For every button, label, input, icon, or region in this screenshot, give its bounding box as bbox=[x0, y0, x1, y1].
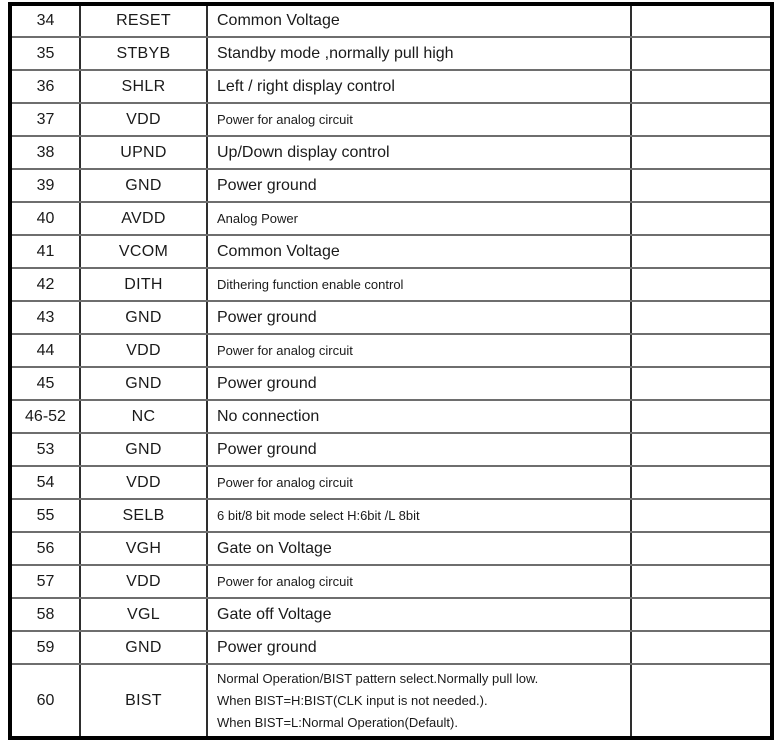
table-row bbox=[10, 268, 772, 301]
pin-number-cell: 54 bbox=[10, 466, 80, 499]
table-row bbox=[10, 37, 772, 70]
pin-description-cell bbox=[207, 433, 631, 466]
pin-description-cell bbox=[207, 565, 631, 598]
description-line: Power for analog circuit bbox=[217, 111, 353, 127]
pin-description-cell bbox=[207, 334, 631, 367]
remark-cell bbox=[631, 433, 772, 466]
pin-name-cell: AVDD bbox=[80, 202, 207, 235]
pin-name-cell: VCOM bbox=[80, 235, 207, 268]
remark-cell bbox=[631, 4, 772, 37]
description-line: Dithering function enable control bbox=[217, 276, 404, 292]
pin-name-cell: RESET bbox=[80, 4, 207, 37]
pin-number-cell: 36 bbox=[10, 70, 80, 103]
pin-name-cell: SELB bbox=[80, 499, 207, 532]
pin-description-cell bbox=[207, 70, 631, 103]
description-line: Power ground bbox=[217, 440, 317, 458]
pin-name-cell: VDD bbox=[80, 334, 207, 367]
description-line: Analog Power bbox=[217, 210, 298, 226]
pin-number-cell: 38 bbox=[10, 136, 80, 169]
description-line: No connection bbox=[217, 407, 320, 425]
pin-name-cell: GND bbox=[80, 631, 207, 664]
pin-name-cell: BIST bbox=[80, 664, 207, 738]
pin-description-cell bbox=[207, 202, 631, 235]
pin-description-cell bbox=[207, 301, 631, 334]
pin-number-cell: 37 bbox=[10, 103, 80, 136]
table-row bbox=[10, 532, 772, 565]
table-row bbox=[10, 598, 772, 631]
pin-description-cell bbox=[207, 598, 631, 631]
table-row bbox=[10, 235, 772, 268]
remark-cell bbox=[631, 334, 772, 367]
pin-number-cell: 35 bbox=[10, 37, 80, 70]
pin-description-cell bbox=[207, 631, 631, 664]
pin-number-cell: 55 bbox=[10, 499, 80, 532]
pin-number-cell: 60 bbox=[10, 664, 80, 738]
description-line: Power ground bbox=[217, 638, 317, 656]
description-line: Power ground bbox=[217, 176, 317, 194]
pin-description-cell bbox=[207, 4, 631, 37]
table-row bbox=[10, 499, 772, 532]
remark-cell bbox=[631, 235, 772, 268]
pin-description-cell bbox=[207, 466, 631, 499]
description-line: Left / right display control bbox=[217, 77, 395, 95]
remark-cell bbox=[631, 202, 772, 235]
pin-number-cell: 46-52 bbox=[10, 400, 80, 433]
table-row bbox=[10, 433, 772, 466]
remark-cell bbox=[631, 169, 772, 202]
description-line: Power for analog circuit bbox=[217, 573, 353, 589]
description-line: Normal Operation/BIST pattern select.Normally pull low. bbox=[217, 670, 539, 686]
description-line: Power for analog circuit bbox=[217, 474, 353, 490]
pin-name-cell: GND bbox=[80, 301, 207, 334]
table-row bbox=[10, 202, 772, 235]
pin-name-cell: GND bbox=[80, 367, 207, 400]
pin-number-cell: 39 bbox=[10, 169, 80, 202]
pin-description-cell bbox=[207, 169, 631, 202]
pin-number-cell: 53 bbox=[10, 433, 80, 466]
table-row bbox=[10, 400, 772, 433]
pin-name-cell: VGH bbox=[80, 532, 207, 565]
table-row bbox=[10, 301, 772, 334]
pin-description-cell bbox=[207, 532, 631, 565]
pin-description-cell bbox=[207, 103, 631, 136]
table-row bbox=[10, 367, 772, 400]
pin-name-cell: VDD bbox=[80, 466, 207, 499]
pin-number-cell: 57 bbox=[10, 565, 80, 598]
pin-number-cell: 40 bbox=[10, 202, 80, 235]
pin-name-cell: SHLR bbox=[80, 70, 207, 103]
remark-cell bbox=[631, 103, 772, 136]
description-line: Up/Down display control bbox=[217, 143, 390, 161]
table-row bbox=[10, 4, 772, 37]
description-line: Gate on Voltage bbox=[217, 539, 332, 557]
pin-number-cell: 43 bbox=[10, 301, 80, 334]
pin-number-cell: 42 bbox=[10, 268, 80, 301]
description-line: Power ground bbox=[217, 308, 317, 326]
table-row bbox=[10, 169, 772, 202]
remark-cell bbox=[631, 70, 772, 103]
pin-name-cell: NC bbox=[80, 400, 207, 433]
table-row bbox=[10, 334, 772, 367]
description-line: 6 bit/8 bit mode select H:6bit /L 8bit bbox=[217, 507, 420, 523]
remark-cell bbox=[631, 466, 772, 499]
pin-name-cell: DITH bbox=[80, 268, 207, 301]
description-line: Standby mode ,normally pull high bbox=[217, 44, 454, 62]
description-line: Common Voltage bbox=[217, 242, 340, 260]
remark-cell bbox=[631, 37, 772, 70]
pin-description-table bbox=[8, 2, 774, 740]
pin-name-cell: GND bbox=[80, 169, 207, 202]
pin-name-cell: GND bbox=[80, 433, 207, 466]
remark-cell bbox=[631, 532, 772, 565]
pin-description-cell bbox=[207, 136, 631, 169]
table-row bbox=[10, 103, 772, 136]
remark-cell bbox=[631, 367, 772, 400]
description-line: Gate off Voltage bbox=[217, 605, 332, 623]
remark-cell bbox=[631, 631, 772, 664]
pin-name-cell: UPND bbox=[80, 136, 207, 169]
pin-number-cell: 58 bbox=[10, 598, 80, 631]
remark-cell bbox=[631, 664, 772, 738]
remark-cell bbox=[631, 598, 772, 631]
pin-description-cell bbox=[207, 235, 631, 268]
table-row bbox=[10, 565, 772, 598]
table-row bbox=[10, 664, 772, 738]
remark-cell bbox=[631, 268, 772, 301]
pin-number-cell: 41 bbox=[10, 235, 80, 268]
description-line: When BIST=L:Normal Operation(Default). bbox=[217, 714, 458, 730]
pin-number-cell: 59 bbox=[10, 631, 80, 664]
pin-description-cell bbox=[207, 367, 631, 400]
pin-number-cell: 34 bbox=[10, 4, 80, 37]
remark-cell bbox=[631, 400, 772, 433]
table-row bbox=[10, 136, 772, 169]
remark-cell bbox=[631, 499, 772, 532]
pin-name-cell: VDD bbox=[80, 565, 207, 598]
pin-number-cell: 45 bbox=[10, 367, 80, 400]
pin-number-cell: 56 bbox=[10, 532, 80, 565]
description-line: Common Voltage bbox=[217, 12, 340, 29]
pin-number-cell: 44 bbox=[10, 334, 80, 367]
remark-cell bbox=[631, 136, 772, 169]
table-row bbox=[10, 466, 772, 499]
pin-description-cell bbox=[207, 37, 631, 70]
pin-description-cell bbox=[207, 268, 631, 301]
table-row bbox=[10, 631, 772, 664]
pin-name-cell: VDD bbox=[80, 103, 207, 136]
remark-cell bbox=[631, 565, 772, 598]
description-line: Power for analog circuit bbox=[217, 342, 353, 358]
pin-description-cell bbox=[207, 400, 631, 433]
pin-name-cell: STBYB bbox=[80, 37, 207, 70]
pin-table-body bbox=[10, 4, 772, 738]
description-line: When BIST=H:BIST(CLK input is not needed.). bbox=[217, 692, 488, 708]
pin-name-cell: VGL bbox=[80, 598, 207, 631]
pin-description-cell bbox=[207, 664, 631, 738]
table-row bbox=[10, 70, 772, 103]
description-line: Power ground bbox=[217, 374, 317, 392]
remark-cell bbox=[631, 301, 772, 334]
pin-description-cell bbox=[207, 499, 631, 532]
